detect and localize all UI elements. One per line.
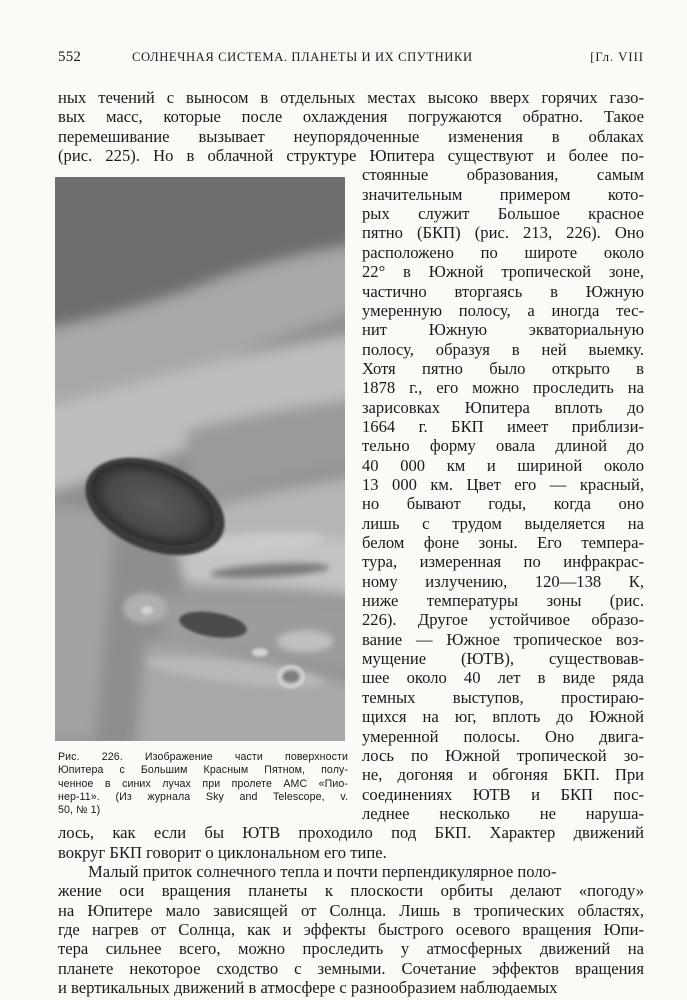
- column-line: тельно форму овала длиной до: [362, 436, 644, 456]
- text-line: вокруг БКП говорит о циклональном его типе.: [58, 842, 387, 862]
- figure-caption-line: нер-11». (Из журнала Sky and Telescope, v.: [58, 790, 348, 803]
- text-line: лось, как если бы ЮТВ проходило под БКП. Характер движений: [58, 823, 644, 843]
- column-line: нит Южную экваториальную: [362, 320, 644, 340]
- column-line: 13 000 км. Цвет его — красный,: [362, 475, 644, 494]
- column-line: тура, измеренная по инфракрас-: [362, 552, 644, 572]
- column-line: не, догоняя и обгоняя БКП. При: [362, 765, 644, 785]
- running-title: СОЛНЕЧНАЯ СИСТЕМА. ПЛАНЕТЫ И ИХ СПУТНИКИ: [132, 50, 473, 64]
- column-line: леднее несколько не наруша-: [362, 803, 644, 823]
- column-line: соединениях ЮТВ и БКП пос-: [362, 784, 644, 804]
- jupiter-image: [55, 177, 345, 741]
- column-line: ному излучению, 120—138 К,: [362, 571, 644, 591]
- text-line: на Юпитере мало зависящей от Солнца. Лишь в тропических областях,: [58, 900, 644, 920]
- jupiter-photo: [55, 177, 345, 741]
- text-line: тера сильнее всего, можно проследить у атмосферных движений на: [58, 939, 644, 959]
- running-head: [58, 46, 644, 68]
- column-line: 22° в Южной тропической зоне,: [362, 262, 644, 282]
- column-line: полосу, образуя в ней выемку.: [362, 339, 644, 359]
- text-line: жение оси вращения планеты к плоскости орбиты делают «погоду»: [58, 881, 644, 901]
- figure-caption-line: 50, № 1): [58, 804, 101, 816]
- page-number: 552: [58, 49, 82, 65]
- column-line: шее около 40 лет в виде ряда: [362, 668, 644, 688]
- text-line: ных течений с выносом в отдельных местах высоко вверх горячих газо-: [58, 88, 644, 107]
- text-line: планете некоторое сходство с земными. Сочетание эффектов вращения: [58, 958, 644, 978]
- text-line: вых масс, которые после охлаждения погружаются обратно. Такое: [58, 107, 644, 127]
- figure-caption-line: Рис. 226. Изображение части поверхности: [58, 751, 348, 764]
- column-line: значительным примером кото-: [362, 184, 644, 204]
- column-line: но бывают годы, когда оно: [362, 494, 644, 514]
- column-line: умеренной полосы. Оно двига-: [362, 726, 644, 746]
- column-line: пятно (БКП) (рис. 213, 226). Оно: [362, 223, 644, 243]
- column-line: Хотя пятно было открыто в: [362, 358, 644, 378]
- column-line: стоянные образования, самым: [362, 165, 644, 185]
- column-line: щихся на юг, вплоть до Южной: [362, 707, 644, 727]
- column-line: лишь с трудом выделяется на: [362, 513, 644, 533]
- column-line: мущение (ЮТВ), существовав-: [362, 649, 644, 669]
- column-line: расположено по широте около: [362, 242, 644, 262]
- column-line: зарисовках Юпитера вплоть до: [362, 397, 644, 417]
- text-line: где нагрев от Солнца, как и эффекты быстрого осевого вращения Юпи-: [58, 920, 644, 939]
- figure-caption-line: Юпитера с Большим Красным Пятном, полу-: [58, 764, 348, 777]
- text-line: и вертикальных движений в атмосфере с разнообразием наблюдаемых: [58, 978, 558, 997]
- paragraph-first-line: Малый приток солнечного тепла и почти перпендикулярное поло-: [88, 861, 557, 881]
- column-line: 1878 г., его можно проследить на: [362, 378, 644, 398]
- column-line: 226). Другое устойчивое образо-: [362, 610, 644, 630]
- column-line: ниже температуры зоны (рис.: [362, 591, 644, 610]
- column-line: лось по Южной тропической зо-: [362, 745, 644, 765]
- column-line: умеренную полосу, а иногда тес-: [362, 300, 644, 320]
- column-line: 1664 г. БКП имеет приблизи-: [362, 416, 644, 436]
- column-line: 40 000 км и шириной около: [362, 455, 644, 475]
- column-line: частично вторгаясь в Южную: [362, 281, 644, 301]
- text-line: (рис. 225). Но в облачной структуре Юпитера существуют и более по-: [58, 146, 644, 165]
- column-line: рых служит Большое красное: [362, 204, 644, 224]
- chapter-label: [Гл. VIII: [590, 50, 644, 64]
- column-line: вание — Южное тропическое воз-: [362, 629, 644, 649]
- figure-caption-line: ченное в синих лучах при пролете АМС «Пио-: [58, 777, 348, 790]
- text-line: перемешивание вызывает неупорядоченные изменения в облаках: [58, 126, 644, 146]
- column-line: темных выступов, простираю-: [362, 687, 644, 707]
- column-line: белом фоне зоны. Его темпера-: [362, 533, 644, 552]
